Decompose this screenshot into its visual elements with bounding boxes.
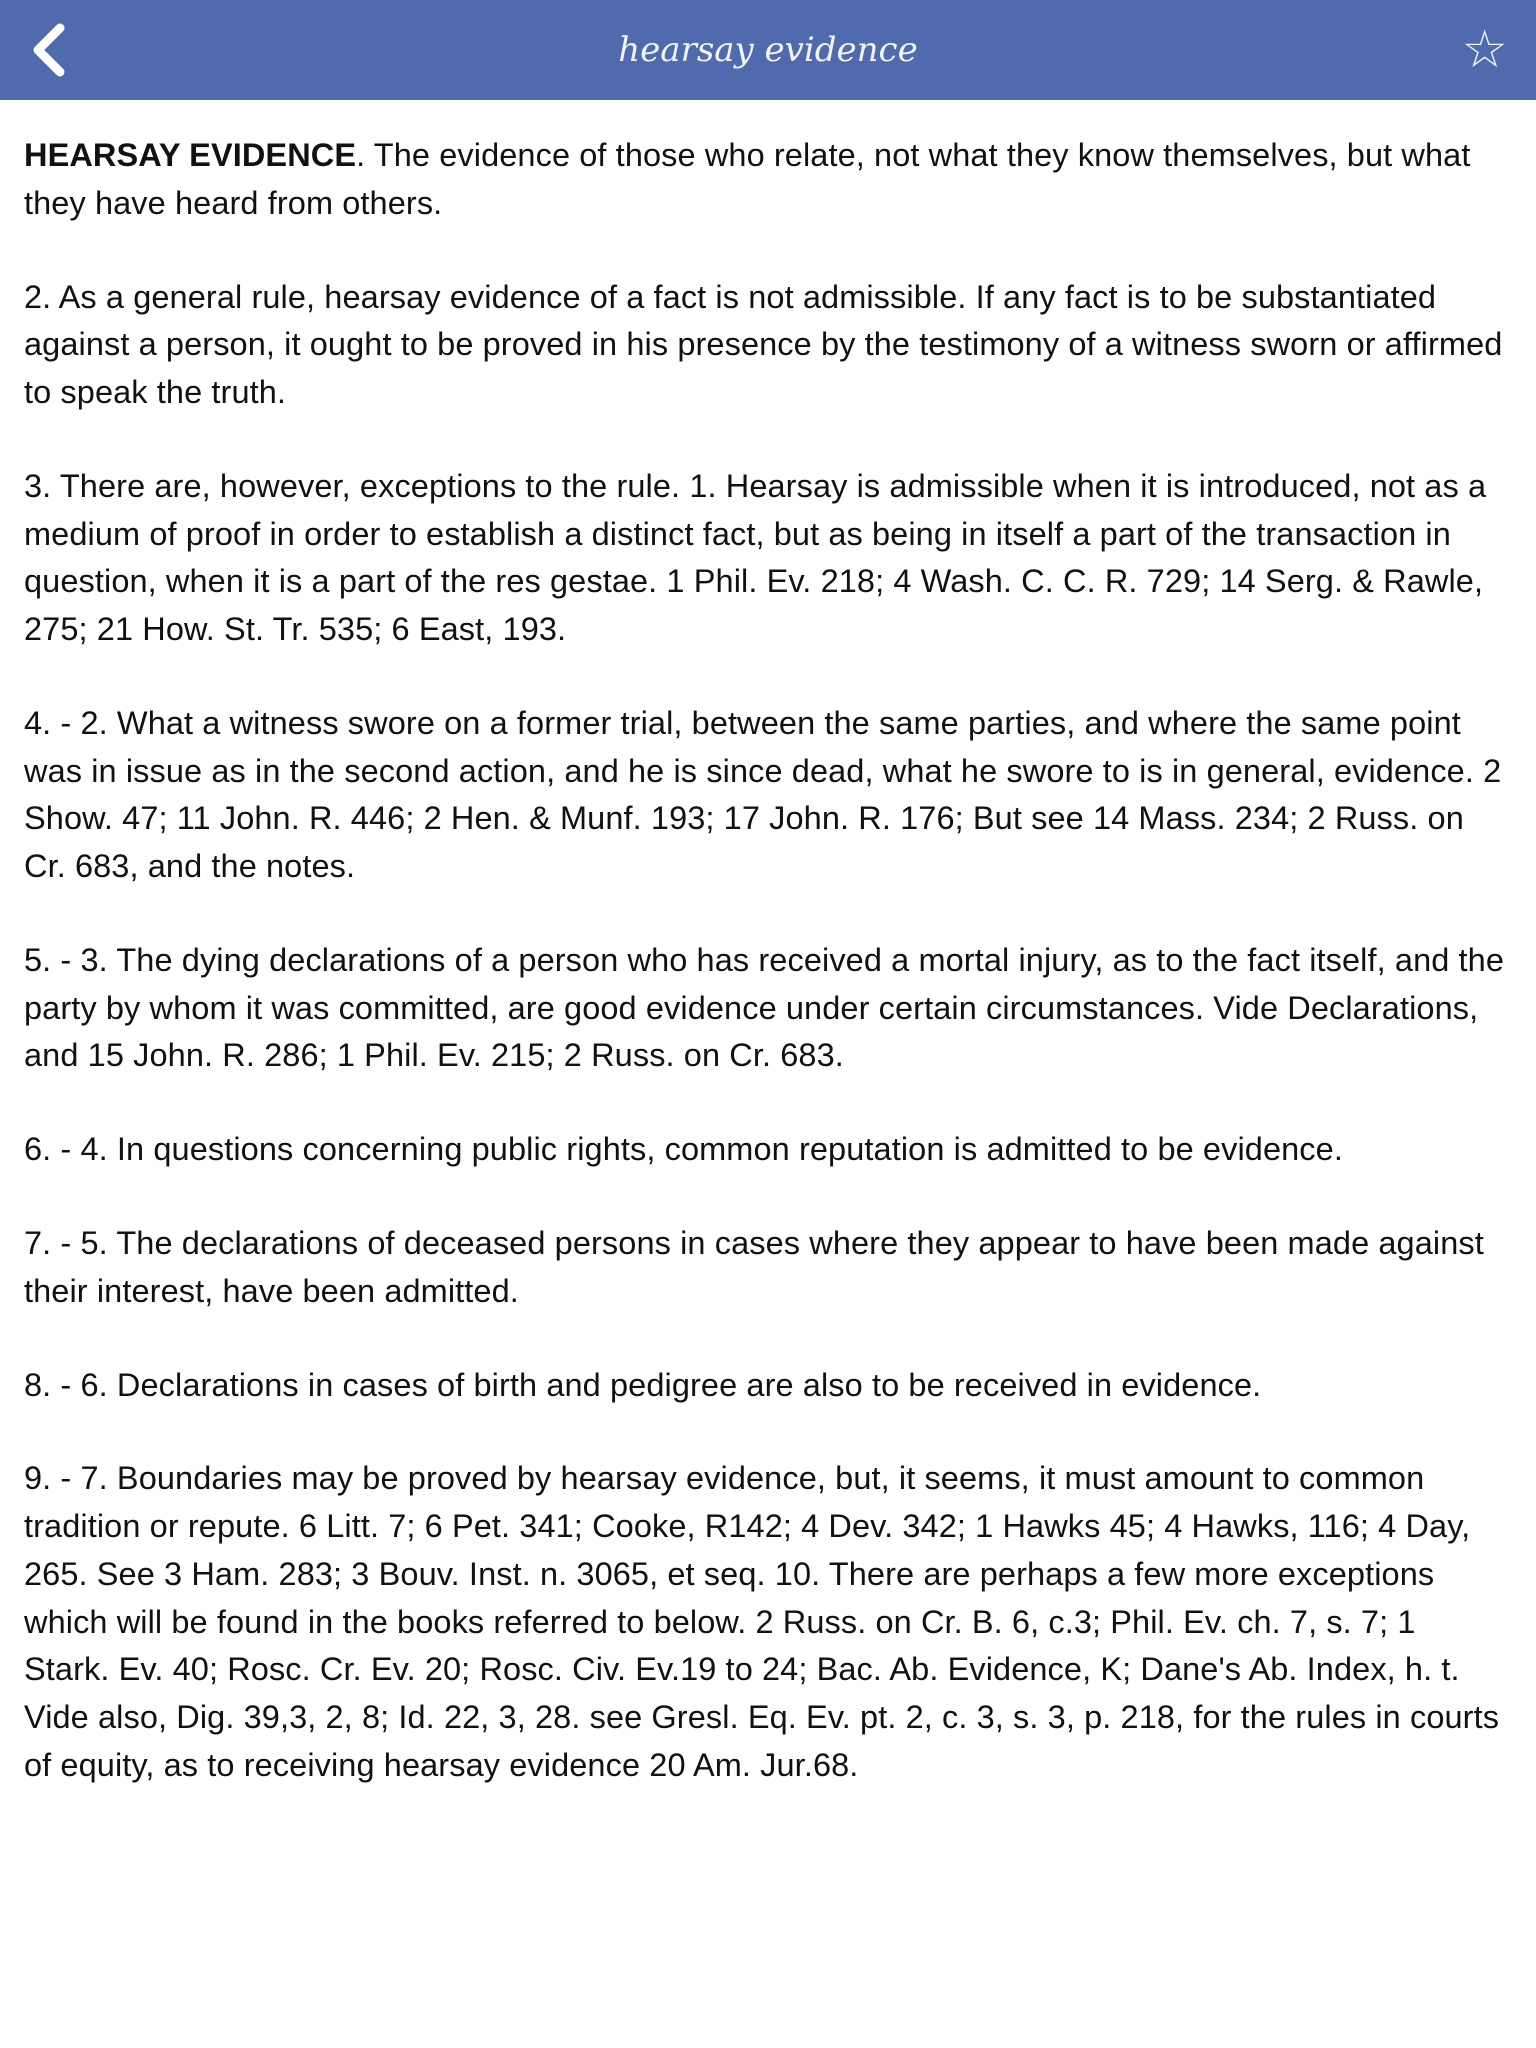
paragraph: 5. - 3. The dying declarations of a person who has received a mortal injury, as to the fact itself, and the party by whom it was committed, are good evidence under certain circumstances. Vide Declarations, and 15 John. R. 286; 1 Phil. Ev. 215; 2 Russ. on Cr. 683. — [24, 941, 1505, 1074]
navigation-bar — [0, 0, 1536, 100]
paragraph: 9. - 7. Boundaries may be proved by hearsay evidence, but, it seems, it must amount to common tradition or repute. 6 Litt. 7; 6 Pet. 341; Cooke, R142; 4 Dev. 342; 1 Hawks 45; 4 Hawks, 116; 4 Day, 265. See 3 Ham. 283; 3 Bouv. Inst. n. 3065, et seq. 10. There are perhaps a few more exceptions which will be found in the books referred to below. 2 Russ. on Cr. B. 6, c.3; Phil. Ev. ch. 7, s. 7; 1 Stark. Ev. 40; Rosc. Cr. Ev. 20; Rosc. Civ. Ev.19 to 24; Bac. Ab. Evidence, K; Dane's Ab. Index, h. t. Vide also, Dig. 39,3, 2, 8; Id. 22, 3, 28. see Gresl. Eq. Ev. pt. 2, c. 3, s. 3, p. 218, for the rules in courts of equity, as to receiving hearsay evidence 20 Am. Jur.68. — [24, 1460, 1500, 1783]
paragraph: 7. - 5. The declarations of deceased persons in cases where they appear to have been made against their interest, have been admitted. — [24, 1225, 1484, 1309]
paragraph: 8. - 6. Declarations in cases of birth and pedigree are also to be received in evidence. — [24, 1366, 1262, 1403]
paragraph: 6. - 4. In questions concerning public rights, common reputation is admitted to be evidence. — [24, 1131, 1343, 1168]
paragraph: 4. - 2. What a witness swore on a former trial, between the same parties, and where the same point was in issue as in the second action, and he is since dead, what he swore to is in general, evidence. 2 Show. 47; 11 John. R. 446; 2 Hen. & Munf. 193; 17 John. R. 176; But see 14 Mass. 234; 2 Russ. on Cr. 683, and the notes. — [24, 704, 1502, 885]
page-title: hearsay evidence — [618, 30, 918, 70]
definition-paragraph — [24, 132, 1506, 228]
chevron-left-icon — [28, 22, 68, 78]
article-body — [0, 100, 1536, 1790]
paragraph: 3. There are, however, exceptions to the rule. 1. Hearsay is admissible when it is introduced, not as a medium of proof in order to establish a distinct fact, but as being in itself a part of the transaction in question, when it is a part of the res gestae. 1 Phil. Ev. 218; 4 Wash. C. C. R. 729; 14 Serg. & Rawle, 275; 21 How. St. Tr. 535; 6 East, 193. — [24, 467, 1487, 648]
term: HEARSAY EVIDENCE — [24, 137, 357, 173]
back-button[interactable] — [28, 18, 92, 82]
paragraph: 2. As a general rule, hearsay evidence of a fact is not admissible. If any fact is to be substantiated against a person, it ought to be proved in his presence by the testimony of a witness sworn or affirmed to speak the truth. — [24, 278, 1503, 411]
star-outline-icon: ☆ — [1461, 20, 1508, 80]
definition-text: . The evidence of those who relate, not what they know themselves, but what they have heard from others. — [24, 137, 1471, 221]
favorite-button[interactable] — [1444, 18, 1508, 82]
